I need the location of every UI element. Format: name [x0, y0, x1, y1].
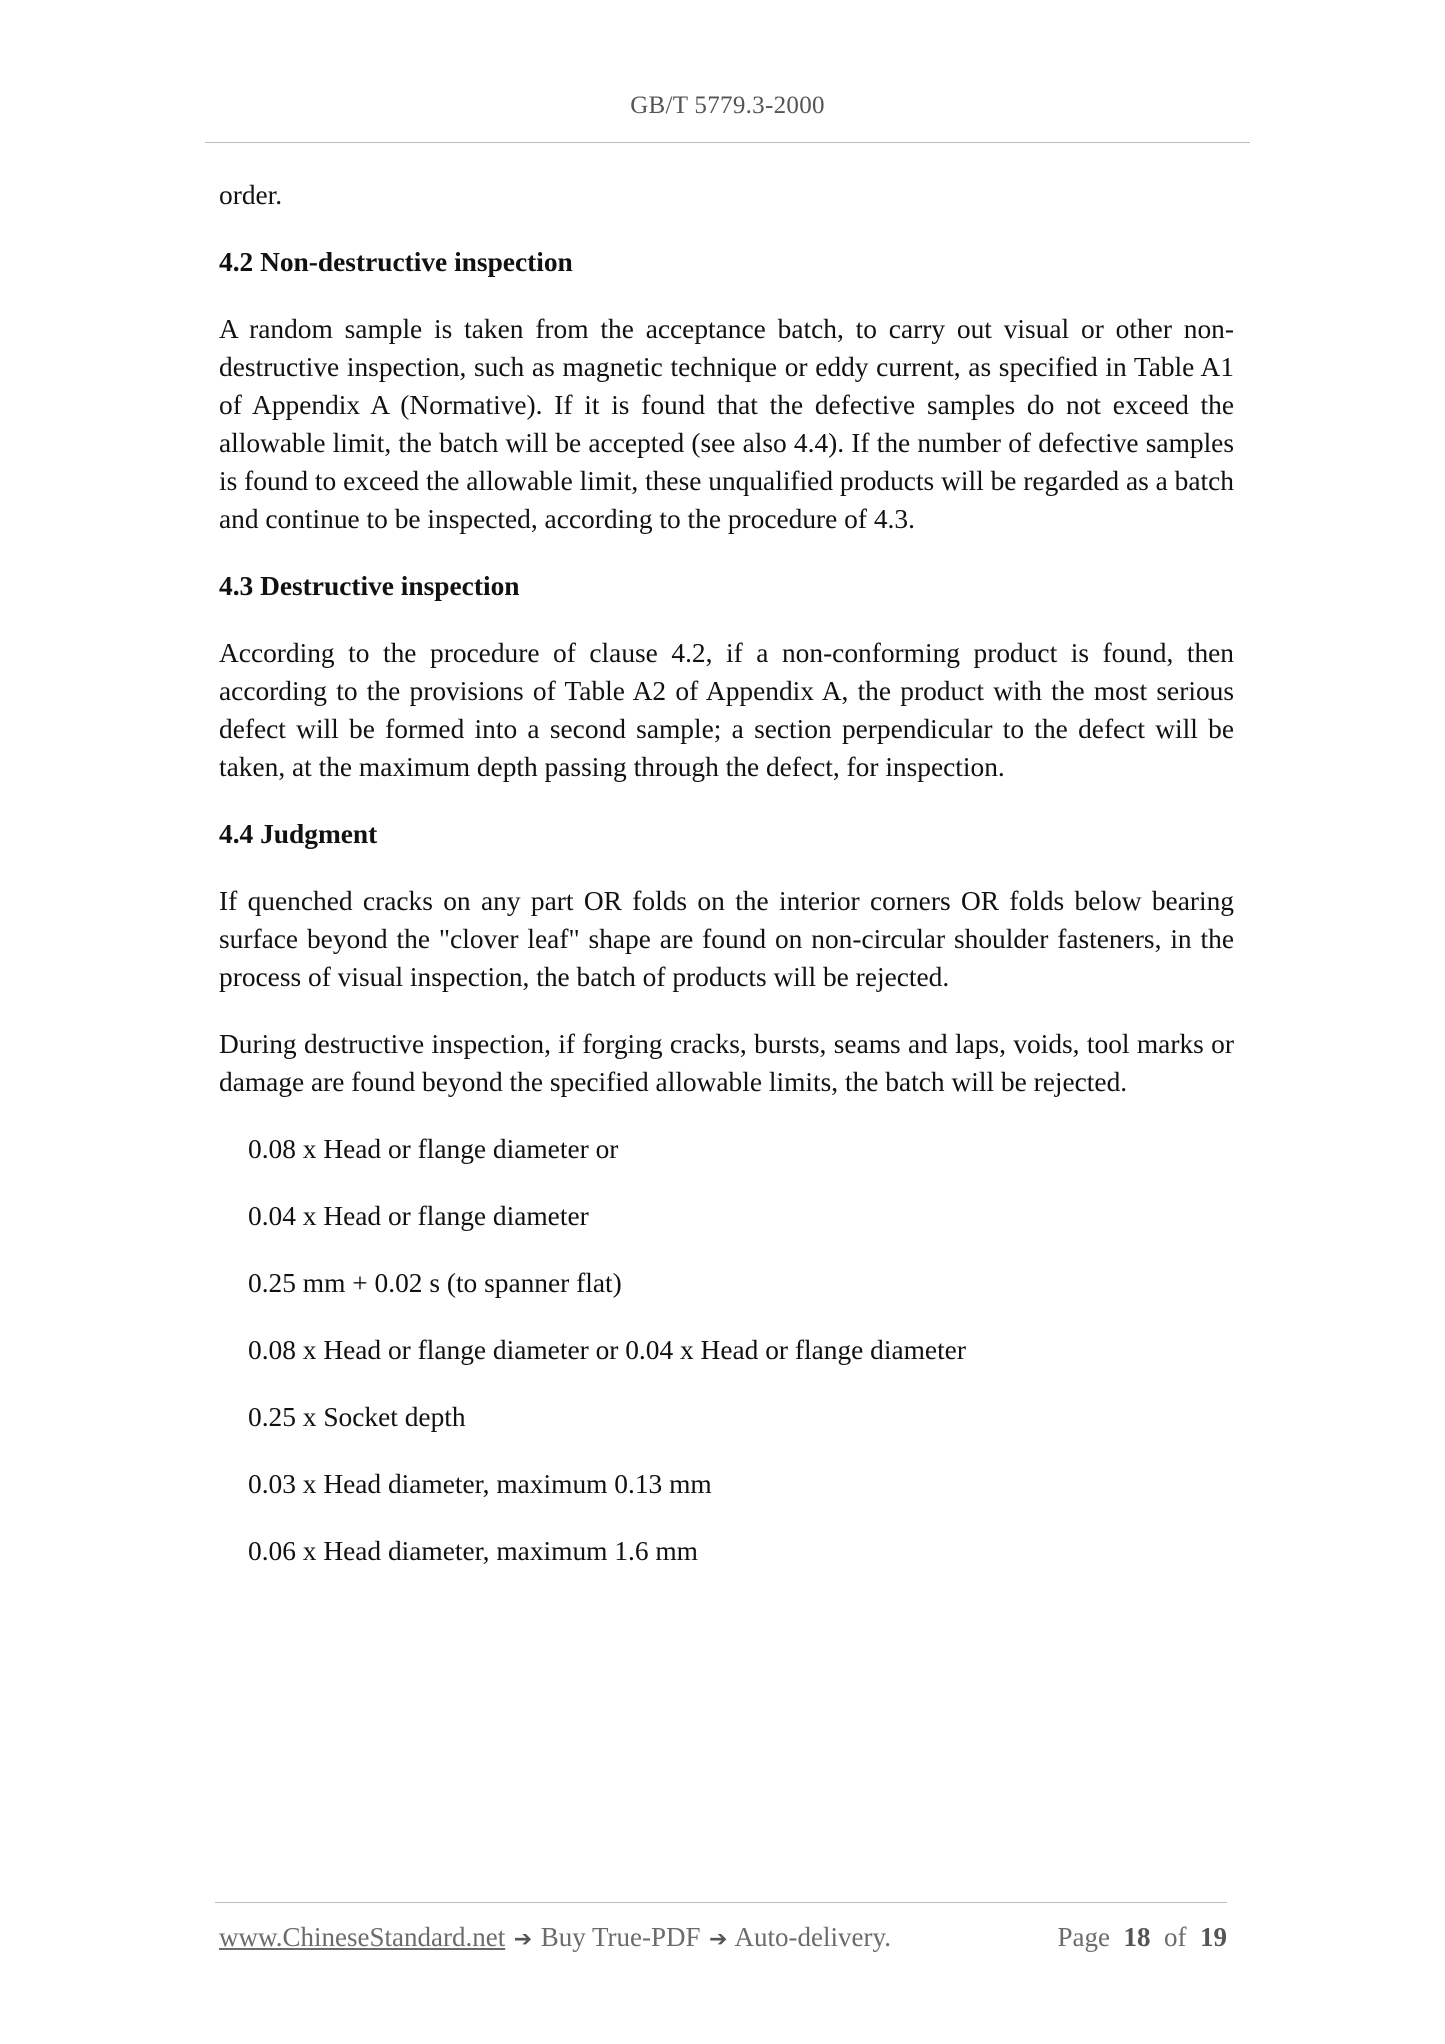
- page-content: [219, 176, 1234, 1570]
- section-4-2-heading: 4.2 Non-destructive inspection: [219, 247, 573, 277]
- header-divider: [205, 142, 1250, 143]
- section-4-4-heading: 4.4 Judgment: [219, 819, 378, 849]
- section-4-3-heading: 4.3 Destructive inspection: [219, 571, 520, 601]
- right-arrow-icon: ➔: [513, 1927, 533, 1952]
- limit-item: 0.08 x Head or flange diameter or 0.04 x Head or flange diameter: [248, 1335, 966, 1365]
- section-4-4-paragraph-destructive: During destructive inspection, if forging cracks, bursts, seams and laps, voids, tool marks or damage are found beyond the specified allowable limits, the batch will be rejected.: [219, 1029, 1234, 1097]
- limit-item: 0.25 mm + 0.02 s (to spanner flat): [248, 1268, 622, 1298]
- section-4-3-paragraph: According to the procedure of clause 4.2, if a non-conforming product is found, then according to the provisions of Table A2 of Appendix A, the product with the most serious defect will be formed into a second sample; a section perpendicular to the defect will be taken, at the maximum depth passing through the defect, for inspection.: [219, 638, 1234, 782]
- buy-true-pdf-text: Buy True-PDF: [540, 1922, 701, 1952]
- section-4-4-paragraph-visual: If quenched cracks on any part OR folds on the interior corners OR folds below bearing surface beyond the "clover leaf" shape are found on non-circular shoulder fasteners, in the process of visual inspection, the batch of products will be rejected.: [219, 886, 1234, 992]
- total-pages-number: 19: [1200, 1922, 1227, 1952]
- current-page-number: 18: [1123, 1922, 1151, 1952]
- limit-item: 0.03 x Head diameter, maximum 0.13 mm: [248, 1469, 712, 1499]
- footer-divider: [215, 1902, 1227, 1903]
- right-arrow-icon: ➔: [709, 1927, 728, 1952]
- limit-item: 0.04 x Head or flange diameter: [248, 1201, 589, 1231]
- page-number: [1058, 1922, 1227, 1953]
- page-footer: [219, 1922, 1227, 1962]
- continuation-text: order.: [219, 180, 283, 210]
- document-id-header: GB/T 5779.3-2000: [630, 92, 825, 119]
- limit-item: 0.08 x Head or flange diameter or: [248, 1134, 619, 1164]
- section-4-2-paragraph: A random sample is taken from the acceptance batch, to carry out visual or other non-destructive inspection, such as magnetic technique or eddy current, as specified in Table A1 of Appendix A (Normative). If it is found that the defective samples do not exceed the allowable limit, the batch will be accepted (see also 4.4). If the number of defective samples is found to exceed the allowable limit, these unqualified products will be regarded as a batch and continue to be inspected, according to the procedure of 4.3.: [219, 314, 1234, 534]
- page-label: Page: [1057, 1922, 1110, 1952]
- of-label: of: [1164, 1922, 1187, 1952]
- limit-item: 0.25 x Socket depth: [248, 1402, 466, 1432]
- limit-item: 0.06 x Head diameter, maximum 1.6 mm: [248, 1536, 698, 1566]
- auto-delivery-text: Auto-delivery.: [734, 1922, 891, 1952]
- footer-promo: [219, 1922, 891, 1953]
- site-link[interactable]: www.ChineseStandard.net: [219, 1922, 506, 1952]
